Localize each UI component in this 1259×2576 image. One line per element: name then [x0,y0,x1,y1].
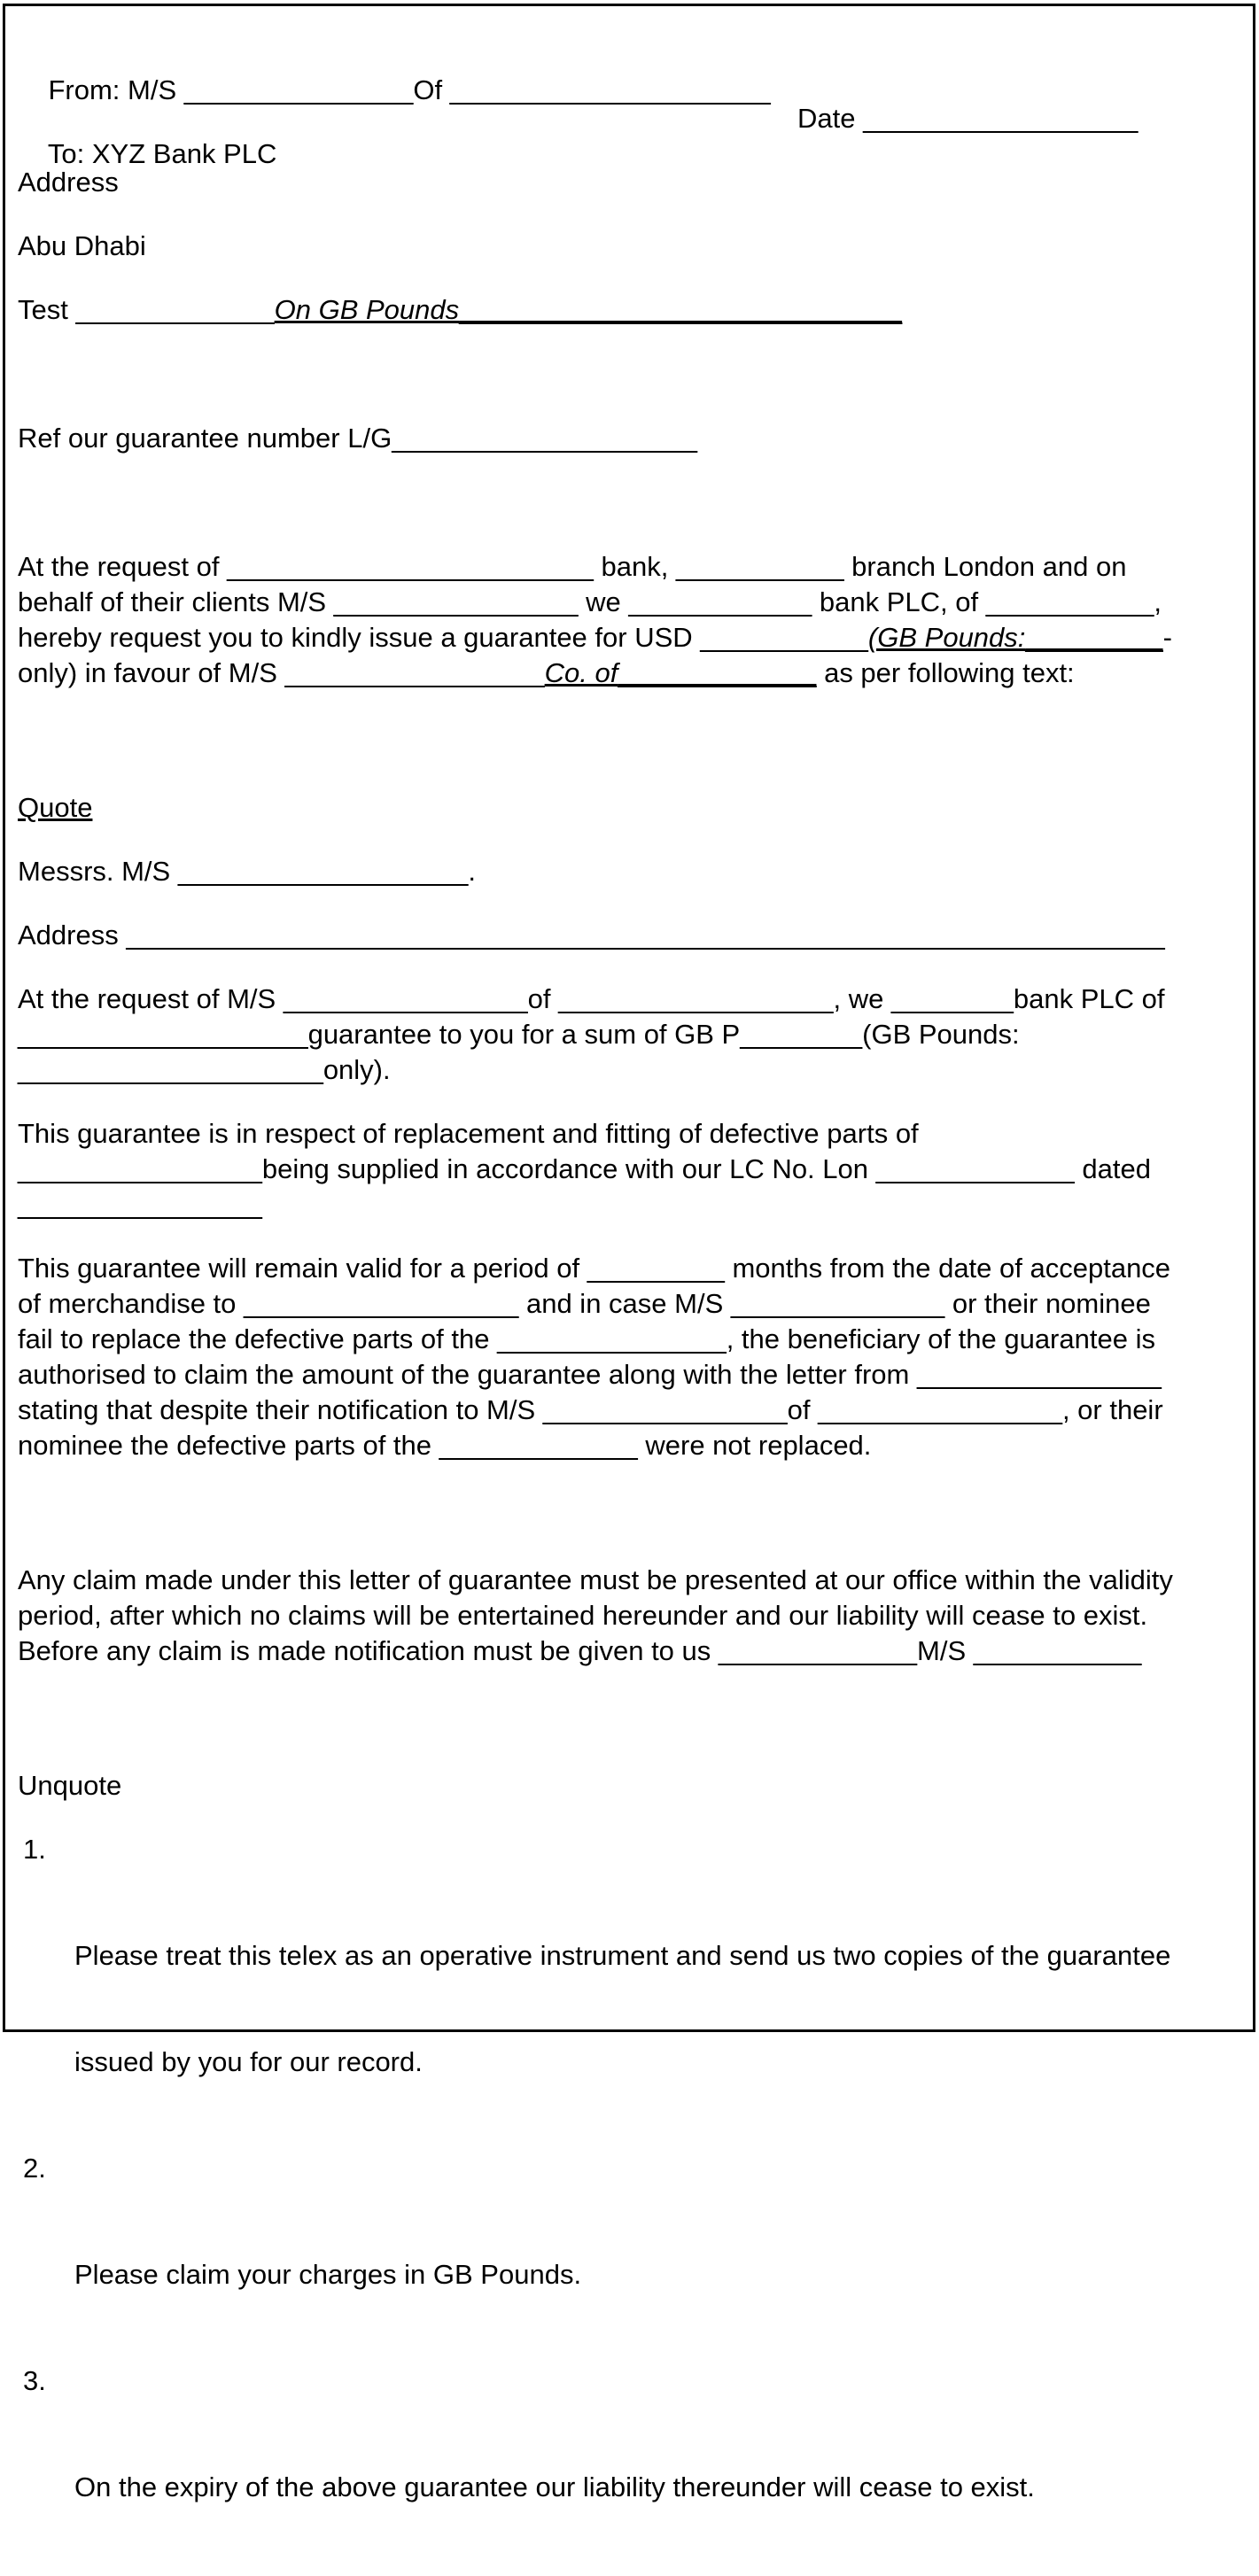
co-of-blank: _____________ [618,657,817,688]
validity-line-6: nominee the defective parts of the _____________ were not replaced. [18,1430,872,1461]
to-bank: To: XYZ Bank PLC [47,138,277,169]
test-prefix: Test _____________ [18,294,275,325]
at-request-paragraph [18,982,1236,1088]
test-on-gb-pounds: On GB Pounds [274,294,460,325]
validity-line-3: fail to replace the defective parts of the _______________, the beneficiary of the guarantee is [18,1323,1155,1354]
claim-line-2: period, after which no claims will be entertained hereunder and our liability will cease to exist. [18,1600,1148,1631]
address-label: Address [18,167,119,198]
numbered-instructions [18,1832,1236,2576]
from-text: From: M/S _______________Of _____________________ [48,74,771,105]
city-line: Abu Dhabi [18,230,146,261]
request-line-3 [18,620,1236,656]
list-item-text: Please treat this telex as an operative instrument and send us two copies of the guarantee [74,1940,1171,1971]
messrs-line: Messrs. M/S ___________________. [18,856,477,887]
request-paragraph [18,549,1236,691]
respect-line-3: ________________ [18,1189,262,1220]
list-number: 1. [23,1834,46,1865]
gb-pounds-dash: - [1162,622,1172,653]
to-line [18,101,1236,169]
gb-pounds-label: (GB Pounds: [867,622,1026,653]
list-item-text: Please claim your charges in GB Pounds. [74,2259,582,2290]
guarantee-letter [18,37,1236,2576]
at-request-line-1: At the request of M/S ________________of __________________, we ________bank PLC of [18,983,1165,1014]
list-item-text: issued by you for our record. [74,2046,423,2077]
respect-line-1: This guarantee is in respect of replacement and fitting of defective parts of [18,1118,919,1149]
list-item-text: On the expiry of the above guarantee our liability thereunder will cease to exist. [74,2471,1035,2502]
at-request-line-3: ____________________only). [18,1054,391,1085]
co-of-label: Co. of [544,657,618,688]
gb-pounds-blank: _________ [1025,622,1163,653]
validity-paragraph [18,1251,1236,1463]
ref-line: Ref our guarantee number L/G____________________ [18,423,698,454]
validity-line-4: authorised to claim the amount of the guarantee along with the letter from ________________ [18,1359,1162,1390]
list-item [18,2363,1236,2576]
request-line-4-end: as per following text: [816,657,1075,688]
at-request-line-2: ___________________guarantee to you for a sum of GB P________(GB Pounds: [18,1019,1020,1050]
validity-line-2: of merchandise to __________________ and in case M/S ______________ or their nominee [18,1288,1151,1319]
request-line-4 [18,656,1236,691]
list-item [18,1832,1236,2151]
claim-line-1: Any claim made under this letter of guarantee must be presented at our office within the validity [18,1564,1173,1595]
respect-line-2: ________________being supplied in accordance with our LC No. Lon _____________ dated [18,1153,1151,1184]
request-line-1: At the request of ________________________ bank, ___________ branch London and on [18,551,1127,582]
request-line-3-text: hereby request you to kindly issue a guarantee for USD ___________ [18,622,868,653]
list-number: 2. [23,2153,46,2184]
address-blank-line: Address ____________________________________________________________________ [18,919,1165,950]
list-item [18,2151,1236,2363]
date-field: Date __________________ [797,103,1139,134]
list-number: 3. [23,2365,46,2396]
request-line-2: behalf of their clients M/S ________________ we ____________ bank PLC, of ___________, [18,586,1162,617]
unquote-heading: Unquote [18,1770,122,1801]
claim-paragraph [18,1563,1236,1669]
from-line [18,37,1236,105]
claim-line-3: Before any claim is made notification must be given to us _____________M/S ___________ [18,1635,1142,1666]
validity-line-1: This guarantee will remain valid for a period of _________ months from the date of acceptance [18,1253,1171,1284]
test-suffix: _____________________________ [459,294,903,325]
quote-heading: Quote [18,792,93,823]
respect-paragraph [18,1116,1236,1222]
test-line [18,292,1236,328]
request-line-4-text: only) in favour of M/S _________________ [18,657,545,688]
validity-line-5: stating that despite their notification to M/S ________________of ________________, or their [18,1394,1163,1425]
